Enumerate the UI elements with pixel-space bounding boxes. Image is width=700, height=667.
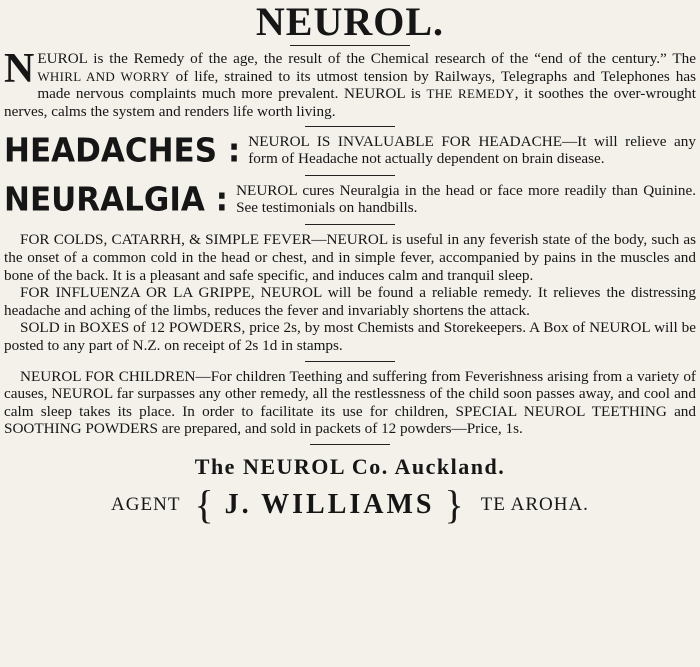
intro-text-2: of life, strained to its utmost tension by Railways, Telegraphs and Telephones has made nervous complaints much more prevalent. NEUROL is (37, 67, 696, 103)
headaches-heading: HEADACHES : (4, 132, 241, 171)
agent-label: AGENT (111, 493, 181, 515)
section-rule-2 (305, 175, 395, 176)
headaches-text: NEUROL IS INVALUABLE FOR HEADACHE—It will relieve any form of Headache not actually dependent on brain disease. (248, 133, 696, 168)
intro-smallcaps-1: WHIRL AND WORRY (37, 68, 170, 84)
headaches-section (4, 133, 696, 169)
section-rule-5 (310, 444, 390, 445)
section-rule-1 (305, 126, 395, 127)
drop-cap: N (4, 46, 35, 92)
section-rule-3 (305, 224, 395, 225)
neuralgia-text: NEUROL cures Neuralgia in the head or face more readily than Quinine. See testimonials on handbills. (236, 182, 696, 217)
agent-line (4, 481, 696, 527)
colds-paragraph: FOR COLDS, CATARRH, & SIMPLE FEVER—NEUROL is useful in any feverish state of the body, such as the onset of a common cold in the head or chest, and in simple fever, accompanied by pains in the muscles and bone of the back. It is a pleasant and safe specific, and induces calm and tranquil sleep. (4, 231, 696, 284)
influenza-paragraph: FOR INFLUENZA OR LA GRIPPE, NEUROL will be found a reliable remedy. It relieves the distressing headache and aching of the limbs, reduces the fever and invariably shortens the attack. (4, 284, 696, 319)
agent-name: J. WILLIAMS (224, 488, 435, 520)
intro-text-1: EUROL is the Remedy of the age, the result of the Chemical research of the “end of the century.” The (37, 50, 696, 67)
children-paragraph: NEUROL FOR CHILDREN—For children Teething and suffering from Feverishness arising from a variety of causes, NEUROL far surpasses any other remedy, all the restlessness of the child soon passes away, and cool and calm sleep takes its place. In order to facilitate its use for children, SPECIAL NEUROL TEETHING and SOOTHING POWDERS are prepared, and sold in packets of 12 powders—Price, 1s. (4, 367, 696, 438)
title-rule (290, 45, 410, 46)
agent-town: TE AROHA. (480, 493, 589, 515)
sold-paragraph: SOLD in BOXES of 12 POWDERS, price 2s, by most Chemists and Storekeepers. A Box of NEUROL will be posted to any part of N.Z. on receipt of 2s 1d in stamps. (4, 319, 696, 354)
intro-paragraph (4, 46, 696, 120)
section-rule-4 (305, 361, 395, 362)
neuralgia-section (4, 182, 696, 218)
ad-title: NEUROL. (255, 0, 445, 44)
brace-left: { (194, 481, 215, 527)
intro-text-3: , it soothes the over-wrought nerves, calms the system and renders life worth living. (4, 85, 696, 120)
company-line: The NEUROL Co. Auckland. (194, 453, 506, 479)
intro-smallcaps-2: THE REMEDY (426, 86, 515, 102)
neuralgia-heading: NEURALGIA : (4, 181, 229, 220)
brace-right: } (444, 481, 465, 527)
